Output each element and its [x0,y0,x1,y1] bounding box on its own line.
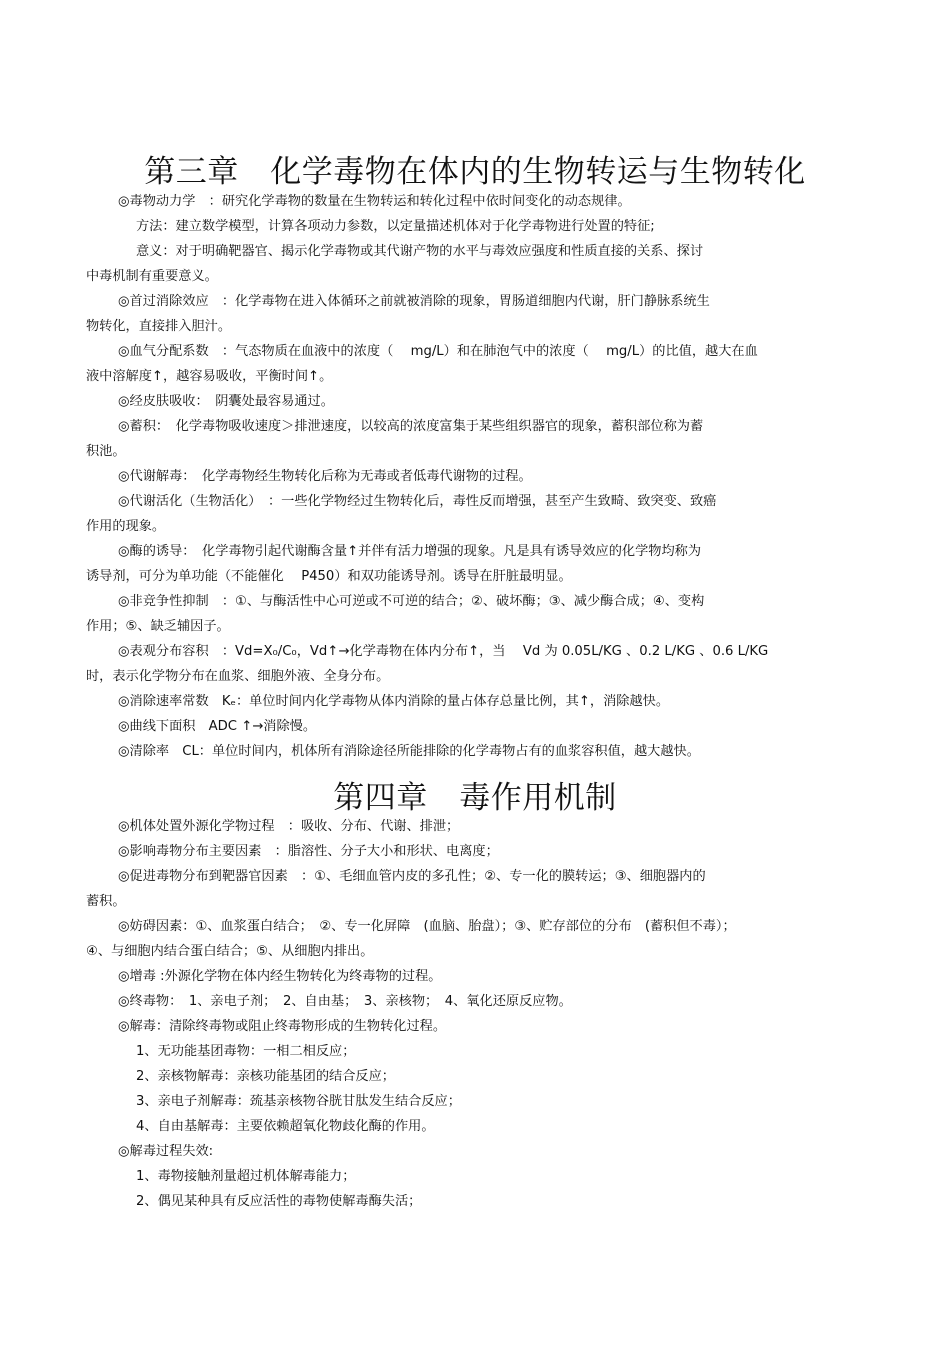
paragraph-enzyme-induction: ◎酶的诱导： 化学毒物引起代谢酶含量↑并伴有活力增强的现象。凡是具有诱导效应的化学物均称为 [118,544,702,559]
paragraph-blood-gas-cont: 液中溶解度↑，越容易吸收，平衡时间↑。 [86,369,333,384]
paragraph-detoxication: ◎解毒：清除终毒物或阻止终毒物形成的生物转化过程。 [118,1019,447,1034]
paragraph-first-pass-cont: 物转化，直接排入胆汁。 [86,319,232,334]
list-item-detox-1: 1、无功能基团毒物：一相二相反应； [136,1044,356,1059]
paragraph-method: 方法：建立数学模型，计算各项动力参数，以定量描述机体对于化学毒物进行处置的特征; [136,219,655,234]
paragraph-skin-absorption: ◎经皮肤吸收： 阴囊处最容易通过。 [118,394,334,409]
paragraph-accumulation-cont: 积池。 [86,444,126,459]
paragraph-disposition: ◎机体处置外源化学物过程 ：吸收、分布、代谢、排泄； [118,819,460,834]
list-item-detox-2: 2、亲核物解毒：亲核功能基团的结合反应； [136,1069,395,1084]
list-item-detox-3: 3、亲电子剂解毒：巯基亲核物谷胱甘肽发生结合反应； [136,1094,461,1109]
paragraph-target-factors: ◎促进毒物分布到靶器官因素 ：①、毛细血管内皮的多孔性；②、专一化的膜转运；③、细胞器内的 [118,869,706,884]
paragraph-activation: ◎代谢活化（生物活化） ：一些化学物经过生物转化后，毒性反而增强，甚至产生致畸、致突变、致癌 [118,494,717,509]
paragraph-hindering-factors-cont: ④、与细胞内结合蛋白结合；⑤、从细胞内排出。 [86,944,374,959]
paragraph-significance-cont: 中毒机制有重要意义。 [86,269,218,284]
chapter-4-title: 第四章 毒作用机制 [333,780,617,816]
paragraph-significance: 意义：对于明确靶器官、揭示化学毒物或其代谢产物的水平与毒效应强度和性质直接的关系、探讨 [136,244,704,259]
paragraph-elimination-rate: ◎消除速率常数 Kₑ：单位时间内化学毒物从体内消除的量占体存总量比例，其↑，消除越快。 [118,694,670,709]
paragraph-detox-failure: ◎解毒过程失效: [118,1144,214,1159]
paragraph-toxication: ◎增毒 :外源化学物在体内经生物转化为终毒物的过程。 [118,969,442,984]
paragraph-volume-distribution: ◎表观分布容积 ：Vd=X₀/C₀，Vd↑→化学毒物在体内分布↑，当 Vd 为 0.05L/KG 、0.2 L/KG 、0.6 L/KG [118,644,769,659]
paragraph-target-factors-cont: 蓄积。 [86,894,126,909]
paragraph-noncompetitive-cont: 作用；⑤、缺乏辅因子。 [86,619,230,634]
paragraph-detox: ◎代谢解毒： 化学毒物经生物转化后称为无毒或者低毒代谢物的过程。 [118,469,532,484]
list-item-failure-1: 1、毒物接触剂量超过机体解毒能力； [136,1169,356,1184]
paragraph-toxicokinetics: ◎毒物动力学 ：研究化学毒物的数量在生物转运和转化过程中依时间变化的动态规律。 [118,194,631,209]
paragraph-noncompetitive: ◎非竞争性抑制 ：①、与酶活性中心可逆或不可逆的结合；②、破坏酶；③、减少酶合成；④、变构 [118,594,705,609]
paragraph-auc: ◎曲线下面积 ADC ↑→消除慢。 [118,719,317,734]
chapter-3-title: 第三章 化学毒物在体内的生物转运与生物转化 [144,154,806,190]
paragraph-first-pass: ◎首过消除效应 ：化学毒物在进入体循环之前就被消除的现象，胃肠道细胞内代谢，肝门静脉系统生 [118,294,710,309]
paragraph-enzyme-induction-cont: 诱导剂，可分为单功能（不能催化 P450）和双功能诱导剂。诱导在肝脏最明显。 [86,569,572,584]
paragraph-distribution-factors: ◎影响毒物分布主要因素 ：脂溶性、分子大小和形状、电离度； [118,844,499,859]
paragraph-clearance: ◎清除率 CL：单位时间内，机体所有消除途径所能排除的化学毒物占有的血浆容积值，越大越快。 [118,744,700,759]
list-item-detox-4: 4、自由基解毒：主要依赖超氧化物歧化酶的作用。 [136,1119,435,1134]
list-item-failure-2: 2、偶见某种具有反应活性的毒物使解毒酶失活； [136,1194,422,1209]
paragraph-activation-cont: 作用的现象。 [86,519,166,534]
paragraph-ultimate-toxicants: ◎终毒物： 1、亲电子剂； 2、自由基； 3、亲核物； 4、氧化还原反应物。 [118,994,572,1009]
paragraph-volume-distribution-cont: 时，表示化学物分布在血浆、细胞外液、全身分布。 [86,669,390,684]
paragraph-hindering-factors: ◎妨碍因素：①、血浆蛋白结合； ②、专一化屏障 (血脑、胎盘）；③、贮存部位的分布 (蓄积但不毒）； [118,919,736,934]
paragraph-accumulation: ◎蓄积： 化学毒物吸收速度＞排泄速度，以较高的浓度富集于某些组织器官的现象，蓄积部位称为蓄 [118,419,704,434]
paragraph-blood-gas: ◎血气分配系数 ：气态物质在血液中的浓度（ mg/L）和在肺泡气中的浓度（ mg/L）的比值，越大在血 [118,344,758,359]
